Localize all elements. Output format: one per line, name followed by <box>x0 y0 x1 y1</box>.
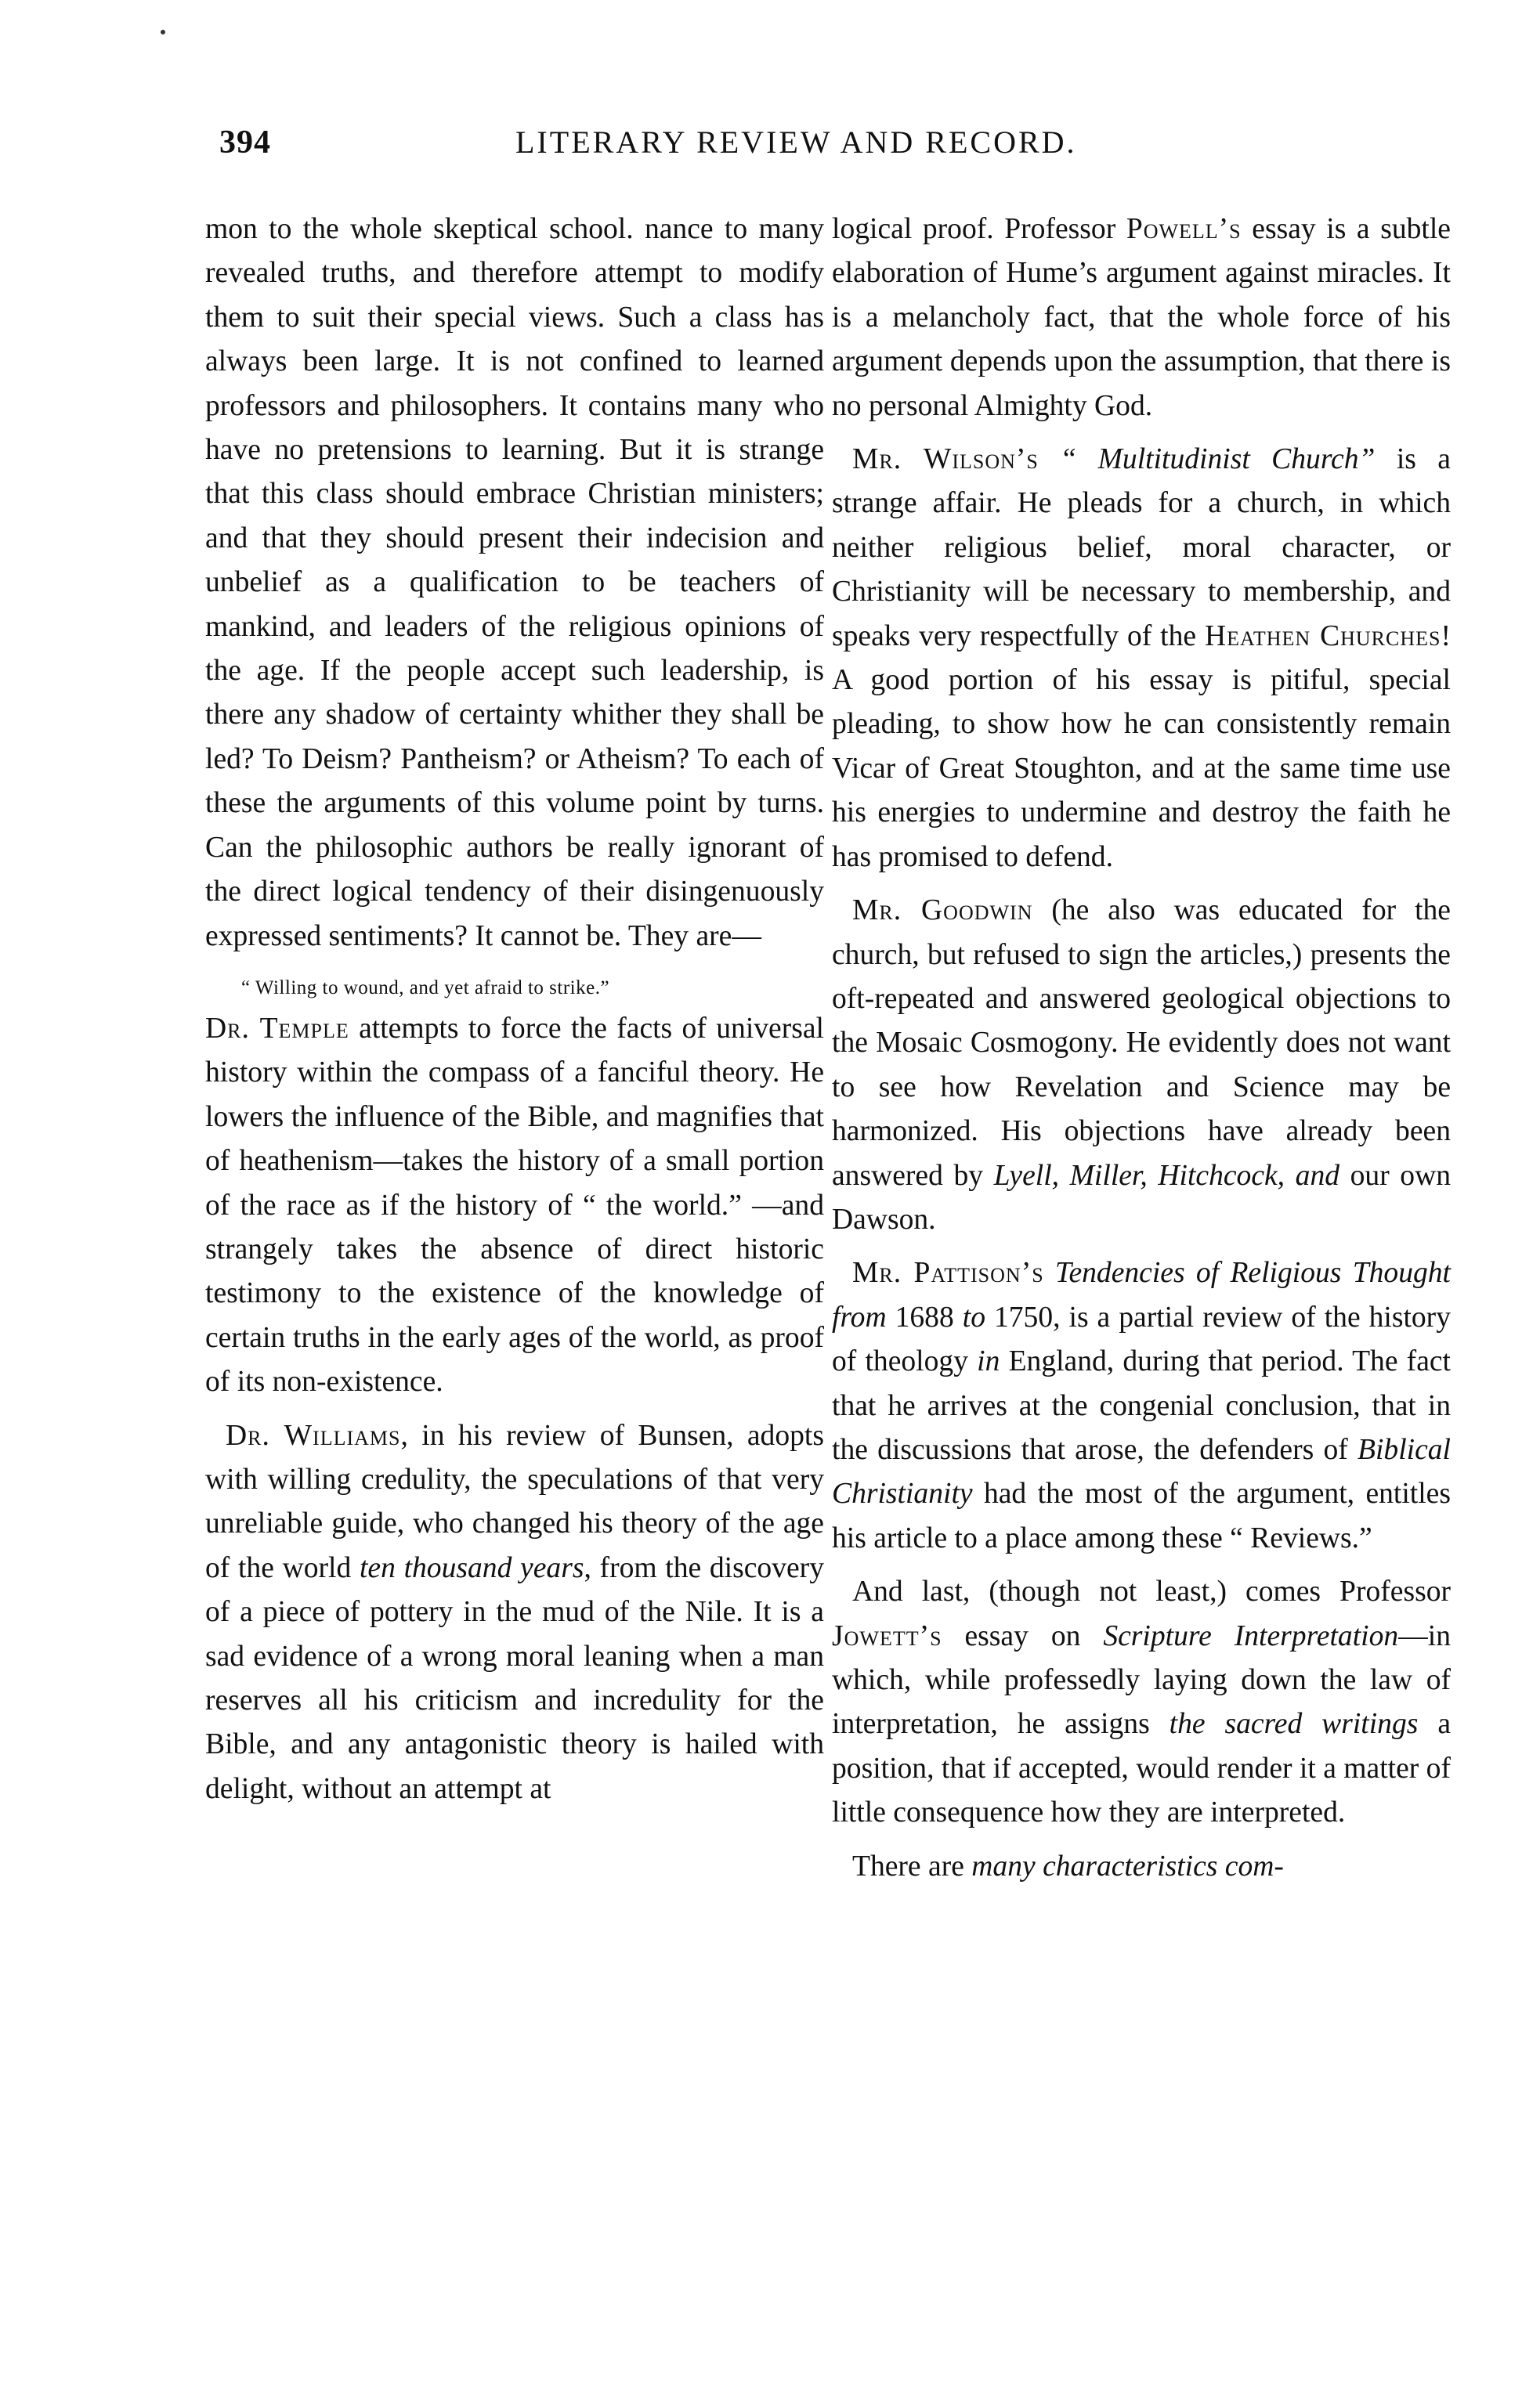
text-run: , in his review of Bunsen, adopts with willing credulity, the speculations of that very unreliable guide, who changed his theory of the age of the world <box>205 1419 824 1584</box>
text-run: ! A good portion of his essay is pitiful, special pleading, to show how he can consistently remain Vicar of Great Stoughton, and at the same time use his energies to undermine and destroy the faith he has promised to defend. <box>832 619 1451 873</box>
paragraph-jowett <box>832 1570 1451 1835</box>
paragraph-powell <box>832 208 1451 428</box>
paragraph-pattison <box>832 1251 1451 1561</box>
paragraph-skeptical-school: mon to the whole skeptical school. nance to many revealed truths, and therefore attempt to modify them to suit their special views. Such a class has always been large. It is not confined to learned professors and philosophers. It contains many who have no pretensions to learning. But it is strange that this class should embrace Christian ministers; and that they should present their indecision and unbelief as a qualification to be teachers of mankind, and leaders of the religious opinions of the age. If the people accept such leadership, is there any shadow of certainty whither they shall be led? To Deism? Pantheism? or Atheism? To each of these the arguments of this volume point by turns. Can the philosophic authors be really ignorant of the direct logical tendency of their disingenuously expressed sentiments? It cannot be. They are— <box>205 213 824 952</box>
emphasis: ten thousand years <box>359 1551 584 1584</box>
author-name: Mr. Wilson’s <box>852 443 1039 476</box>
text-run: 1750, is a partial review of the history of theology <box>832 1301 1451 1378</box>
emphasis: many characteristics com- <box>971 1850 1284 1883</box>
text-run: had the most of the argument, entitles his article to a place among these “ Reviews.” <box>832 1478 1451 1554</box>
scan-speck <box>161 30 165 34</box>
emphasis: Lyell, Miller, Hitchcock, and <box>993 1159 1340 1192</box>
essay-title: Scripture Interpretation <box>1103 1619 1399 1652</box>
text-run: England, during that period. The fact that he arrives at the congenial conclusion, that in the discussions that arose, the defenders of <box>832 1345 1451 1466</box>
text-run: essay is a subtle elaboration of Hume’s argument against miracles. It is a melancholy fact, that the whole force of his argument depends upon the assumption, that there is no personal Almighty God. <box>832 213 1451 422</box>
text-run: essay on <box>942 1619 1104 1652</box>
text-run: 1688 <box>886 1301 963 1334</box>
text-run: is a strange affair. He pleads for a church, in which neither religious belief, moral character, or Christianity will be necessary to membership, and speaks very respectfully of the <box>832 443 1451 652</box>
author-name: Jowett’s <box>832 1619 942 1652</box>
running-title: LITERARY REVIEW AND RECORD. <box>515 125 1077 160</box>
essay-title: “ Multitudinist Church” <box>1060 443 1376 476</box>
emphasis: to <box>962 1301 985 1334</box>
author-name: Powell’s <box>1126 213 1242 245</box>
text-run: our own Dawson. <box>832 1159 1451 1236</box>
paragraph-characteristics <box>832 1845 1451 1889</box>
text-run: , from the discovery of a piece of pottery in the mud of the Nile. It is a sad evidence of a wrong moral leaning when a man reserves all his criticism and incredulity for the Bible, and any antagonistic theory is hailed with delight, without an attempt at <box>205 1551 824 1805</box>
text-run: attempts to force the facts of universal history within the compass of a fanciful theory. He lowers the influence of the Bible, and magnifies that of heathenism—takes the history of a small portion of the race as if the history of “ the world.” —and strangely takes the absence of direct historic testimony to the existence of the knowledge of certain truths in the early ages of the world, as proof of its non-existence. <box>205 1012 824 1399</box>
emphasis-caps: Heathen Churches <box>1204 619 1441 652</box>
emphasis: the sacred writings <box>1169 1708 1419 1741</box>
text-run: (he also was educated for the church, but refused to sign the articles,) presents the oft-repeated and answered geological objections to the Mosaic Cosmogony. He evidently does not want to see how Revelation and Science may be harmonized. His objections have already been answered by <box>832 894 1451 1192</box>
paragraph-wilson <box>832 438 1451 879</box>
paragraph-temple <box>205 1007 824 1405</box>
left-column <box>205 208 824 1811</box>
author-name: Dr. Williams <box>226 1419 401 1452</box>
text-run: logical proof. Professor <box>832 213 1126 245</box>
page-number: 394 <box>219 125 271 161</box>
emphasis: Biblical Christianity <box>832 1433 1451 1511</box>
right-column <box>832 208 1451 1889</box>
author-name: Mr. Goodwin <box>852 894 1033 927</box>
text-run: a position, that if accepted, would render it a matter of little consequence how they are interpreted. <box>832 1708 1451 1829</box>
text-run: —in which, while professedly laying down the law of interpretation, he assigns <box>832 1619 1451 1741</box>
page-header <box>204 124 1465 186</box>
essay-title: Tendencies of Religious Thought from <box>832 1257 1451 1334</box>
text-run: And last, (though not least,) comes Professor <box>852 1576 1451 1608</box>
author-name: Dr. Temple <box>205 1012 349 1045</box>
block-quote: “ Willing to wound, and yet afraid to strike.” <box>241 977 610 998</box>
author-name: Mr. Pattison’s <box>852 1257 1044 1290</box>
emphasis: in <box>977 1345 1000 1378</box>
paragraph-goodwin <box>832 889 1451 1242</box>
paragraph-williams <box>205 1414 824 1812</box>
text-run: There are <box>852 1850 972 1883</box>
